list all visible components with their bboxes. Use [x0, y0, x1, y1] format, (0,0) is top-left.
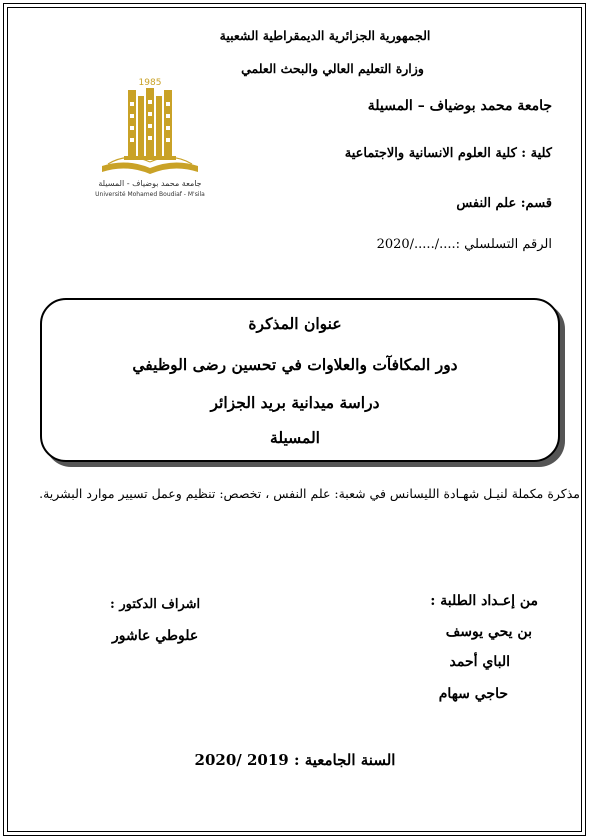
title-line-3: المسيلة	[270, 428, 320, 447]
title-line-1: دور المكافآت والعلاوات في تحسين رضى الوظيفي	[132, 355, 458, 374]
department-name: قسم: علم النفس	[456, 196, 552, 211]
serial-number: الرقم التسلسلي :..../...../2020	[376, 237, 552, 252]
supervisor-name: علوطي عاشور	[112, 628, 199, 644]
students-label: من إعـداد الطلبة :	[430, 593, 538, 609]
academic-year: السنة الجامعية : 2019 /2020	[194, 751, 396, 769]
thesis-description: مذكرة مكملة لنيـل شهـادة الليسانس في شعبة: علم النفس ، تخصص: تنظيم وعمل تسيير موارد البشرية.	[39, 486, 580, 501]
ministry-header: وزارة التعليم العالي والبحث العلمي	[241, 61, 424, 76]
logo-name-ar: جامعة محمد بوضياف - المسيلة	[98, 179, 202, 188]
student-name: حاجي سهام	[438, 686, 508, 702]
logo-name-fr: Université Mohamed Boudiaf - M'sila	[95, 191, 205, 198]
student-name: الباي أحمد	[449, 654, 510, 670]
title-heading: عنوان المذكرة	[248, 314, 342, 333]
university-name: جامعة محمد بوضياف – المسيلة	[367, 98, 552, 114]
supervisor-label: اشراف الدكتور :	[110, 597, 201, 612]
republic-header: الجمهورية الجزائرية الديمقراطية الشعبية	[219, 28, 431, 43]
student-name: بن يحي يوسف	[445, 624, 532, 640]
logo-year: 1985	[138, 78, 162, 88]
faculty-name: كلية : كلية العلوم الانسانية والاجتماعية	[344, 146, 552, 161]
university-logo	[80, 72, 220, 200]
university-building-icon	[80, 72, 220, 200]
title-line-2: دراسة ميدانية بريد الجزائر	[210, 393, 380, 412]
